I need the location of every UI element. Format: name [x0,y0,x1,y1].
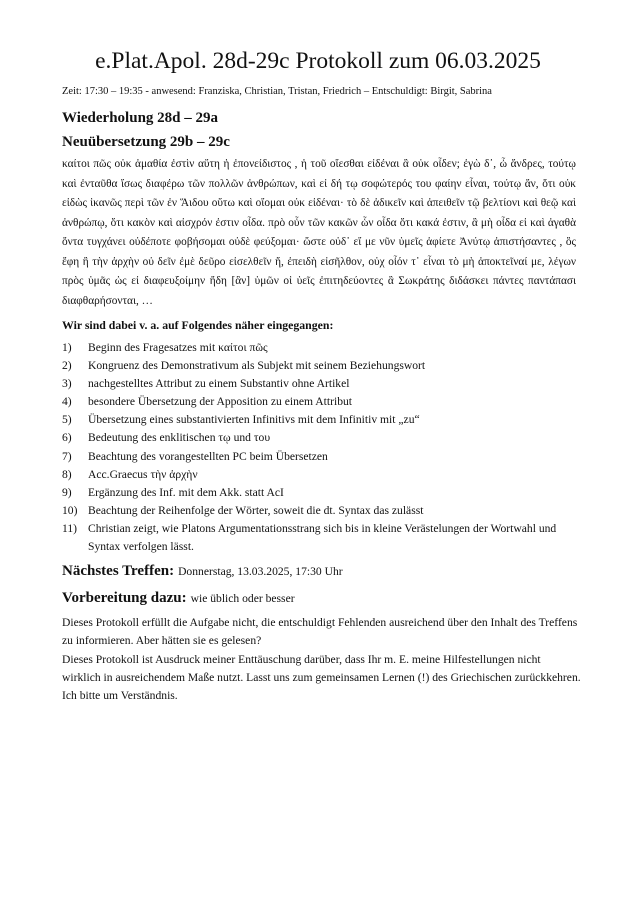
next-meeting-value: Donnerstag, 13.03.2025, 17:30 Uhr [178,565,343,578]
discussion-heading: Wir sind dabei v. a. auf Folgendes näher eingegangen: [62,318,334,332]
list-item-number: 10) [62,503,78,517]
closing-paragraph: Dieses Protokoll erfüllt die Aufgabe nicht, die entschuldigt Fehlenden ausreichend über den Inhalt des Treffens zu informieren. Aber hätten sie es gelesen? [62,616,578,648]
list-item-text: Acc.Graecus τὴν ἀρχὴν [88,467,198,481]
list-item [62,429,582,447]
closing-paragraph: Ich bitte um Verständnis. [62,689,178,703]
heading-review: Wiederholung 28d – 29a [62,110,218,126]
list-item-number: 4) [62,395,72,409]
list-item-number: 2) [62,359,72,373]
list-item-text: Beginn des Fragesatzes mit καίτοι πῶς [88,341,268,354]
next-meeting-label: Nächstes Treffen: [62,563,175,579]
list-item-text: Beachtung des vorangestellten PC beim Übersetzen [88,449,328,463]
list-item-text: Christian zeigt, wie Platons Argumentationsstrang sich bis in kleine Verästelungen der Wortwahl und Syntax verfolgen lässt. [88,521,557,554]
list-item-text: Ergänzung des Inf. mit dem Akk. statt AcI [88,485,284,499]
list-item [62,393,582,411]
list-item [62,466,582,484]
discussion-list [62,339,582,556]
list-item-text: Bedeutung des enklitischen τῳ und του [88,431,271,445]
closing-notes [62,614,582,705]
next-meeting [62,562,343,580]
list-item [62,375,582,393]
list-item-text: besondere Übersetzung der Apposition zu einem Attribut [88,395,353,409]
list-item [62,448,582,466]
list-item [62,502,582,520]
preparation [62,589,295,607]
list-item [62,484,582,502]
list-item-number: 3) [62,377,72,391]
list-item [62,357,582,375]
preparation-value: wie üblich oder besser [190,592,295,605]
list-item-number: 7) [62,449,72,463]
list-item-number: 6) [62,431,72,445]
document-title: e.Plat.Apol. 28d-29c Protokoll zum 06.03.2025 [95,48,541,74]
list-item-number: 9) [62,485,72,499]
greek-text-block [62,155,576,311]
list-item [62,520,582,556]
list-item-text: nachgestelltes Attribut zu einem Substantiv ohne Artikel [88,377,350,391]
greek-text: καίτοι πῶς οὐκ ἀμαθία ἐστὶν αὕτη ἡ ἐπονείδιστος , ἡ τοῦ οἴεσθαι εἰδέναι ἃ οὐκ οἶδεν; ἐγὼ δ᾽, ὦ ἄνδρες, τούτῳ καὶ ἐνταῦθα ἴσως διαφέρω τῶν πολλῶν ἀνθρώπων, καὶ εἰ δή τῳ σοφώτερός του φαίην εἶναι, τούτῳ ἄν, ὅτι οὐκ εἰδὼς ἱκανῶς περὶ τῶν ἐν Ἅιδου οὕτω καὶ οἴομαι οὐκ εἰδέναι· τὸ δὲ ἀδικεῖν καὶ ἀπειθεῖν τῷ βελτίονι καὶ θεῷ καὶ ἀνθρώπῳ, ὅτι κακὸν καὶ αἰσχρόν ἐστιν οἶδα. πρὸ οὖν τῶν κακῶν ὧν οἶδα ὅτι κακά ἐστιν, ἃ μὴ οἶδα εἰ καὶ ἀγαθὰ ὄντα τυγχάνει οὐδέποτε φοβήσομαι οὐδὲ φεύξομαι· ὥστε οὐδ᾽ εἴ με νῦν ὑμεῖς ἀφίετε Ἀνύτῳ ἀπιστήσαντες , ὃς ἔφη ἢ τὴν ἀρχὴν οὐ δεῖν ἐμὲ δεῦρο εἰσελθεῖν ἤ, ἐπειδὴ εἰσῆλθον, οὐχ οἷόν τ᾽ εἶναι τὸ μὴ ἀποκτεῖναί με, λέγων πρὸς ὑμᾶς ὡς εἰ διαφευξοίμην ἤδη [ἂν] ὑμῶν οἱ ὑεῖς ἐπιτηδεύοντες ἃ Σωκράτης διδάσκει πάντες παντάπασι διαφθαρήσονται, … [62,158,576,307]
list-item-number: 8) [62,467,72,481]
list-item-text: Kongruenz des Demonstrativum als Subjekt mit seinem Beziehungswort [88,359,426,373]
list-item-text: Übersetzung eines substantivierten Infinitivs mit dem Infinitiv mit „zu“ [88,413,420,427]
list-item [62,411,582,429]
heading-translation: Neuübersetzung 29b – 29c [62,134,230,150]
list-item-number: 1) [62,341,72,354]
attendance-line: Zeit: 17:30 – 19:35 - anwesend: Franziska, Christian, Tristan, Friedrich – Entschuldigt: Birgit, Sabrina [62,86,492,97]
list-item-number: 5) [62,413,72,427]
list-item [62,339,582,357]
list-item-text: Beachtung der Reihenfolge der Wörter, soweit die dt. Syntax das zulässt [88,503,424,517]
closing-paragraph: Dieses Protokoll ist Ausdruck meiner Enttäuschung darüber, dass Ihr m. E. meine Hilfestellungen nicht wirklich in ausreichendem Maße nutzt. Lasst uns zum gemeinsamen Lernen (!) des Griechischen zurückkehren. [62,652,581,684]
list-item-number: 11) [62,521,78,535]
preparation-label: Vorbereitung dazu: [62,590,187,606]
